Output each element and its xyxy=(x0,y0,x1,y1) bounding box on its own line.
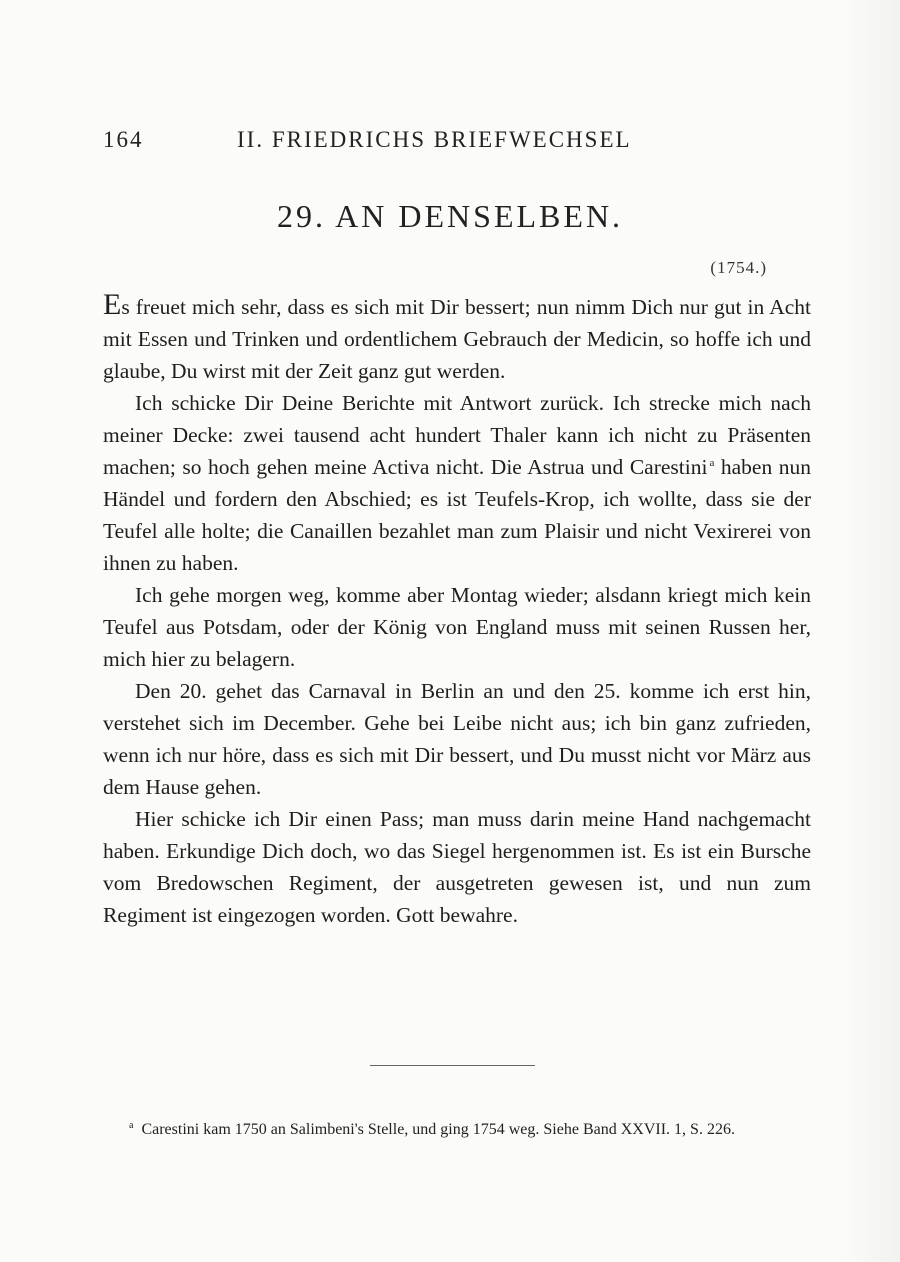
paragraph-1 xyxy=(103,288,811,387)
paragraph-5: Hier schicke ich Dir einen Pass; man muss darin meine Hand nachgemacht haben. Erkundige Dich doch, wo das Siegel hergenommen ist. Es ist ein Bursche vom Bredowschen Regiment, der ausgetreten gewesen ist, und nun zum Regiment ist eingezogen worden. Gott bewahre. xyxy=(103,807,811,927)
drop-cap: E xyxy=(103,288,122,321)
footnote-mark: a xyxy=(129,1120,134,1131)
paragraph-3: Ich gehe morgen weg, komme aber Montag wieder; alsdann kriegt mich kein Teufel aus Potsdam, oder der König von England muss mit seinen Russen her, mich hier zu belagern. xyxy=(103,583,811,671)
letter-title: 29. AN DENSELBEN. xyxy=(276,198,624,234)
footnote-reference[interactable]: a xyxy=(709,457,715,469)
letter-date: (1754.) xyxy=(710,258,767,277)
footnote xyxy=(103,1114,811,1142)
paragraph-2-text-a: Ich schicke Dir Deine Berichte mit Antwort zurück. Ich strecke mich nach meiner Decke: zwei tausend acht hundert Thaler kann ich nicht zu Präsenten machen; so hoch gehen meine Activa nicht. Die Astrua und Carestini xyxy=(103,391,811,479)
footnote-separator xyxy=(370,1065,535,1066)
footnote-text: Carestini kam 1750 an Salimbeni's Stelle, und ging 1754 weg. Siehe Band XXVII. 1, S. 226. xyxy=(141,1121,735,1138)
paragraph-1-text: s freuet mich sehr, dass es sich mit Dir bessert; nun nimm Dich nur gut in Acht mit Essen und Trinken und ordentlichem Gebrauch der Medicin, so hoffe ich und glaube, Du wirst mit der Zeit ganz gut werden. xyxy=(103,295,811,383)
paragraph-4: Den 20. gehet das Carnaval in Berlin an und den 25. komme ich erst hin, verstehet sich im December. Gehe bei Leibe nicht aus; ich bin ganz zufrieden, wenn ich nur höre, dass es sich mit Dir bessert, und Du musst nicht vor März aus dem Hause gehen. xyxy=(103,679,811,799)
paragraph-2 xyxy=(103,387,811,579)
page-edge-shadow xyxy=(840,0,900,1262)
page-number: 164 xyxy=(103,127,144,152)
letter-body xyxy=(103,288,811,931)
paragraph-2-text-b: haben nun Händel und fordern den Abschied; es ist Teufels-Krop, ich wollte, dass sie der Teufel alle holte; die Canaillen bezahlet man zum Plaisir und nicht Vexirerei von ihnen zu haben. xyxy=(103,455,811,575)
running-title: II. FRIEDRICHS BRIEFWECHSEL xyxy=(237,127,632,152)
